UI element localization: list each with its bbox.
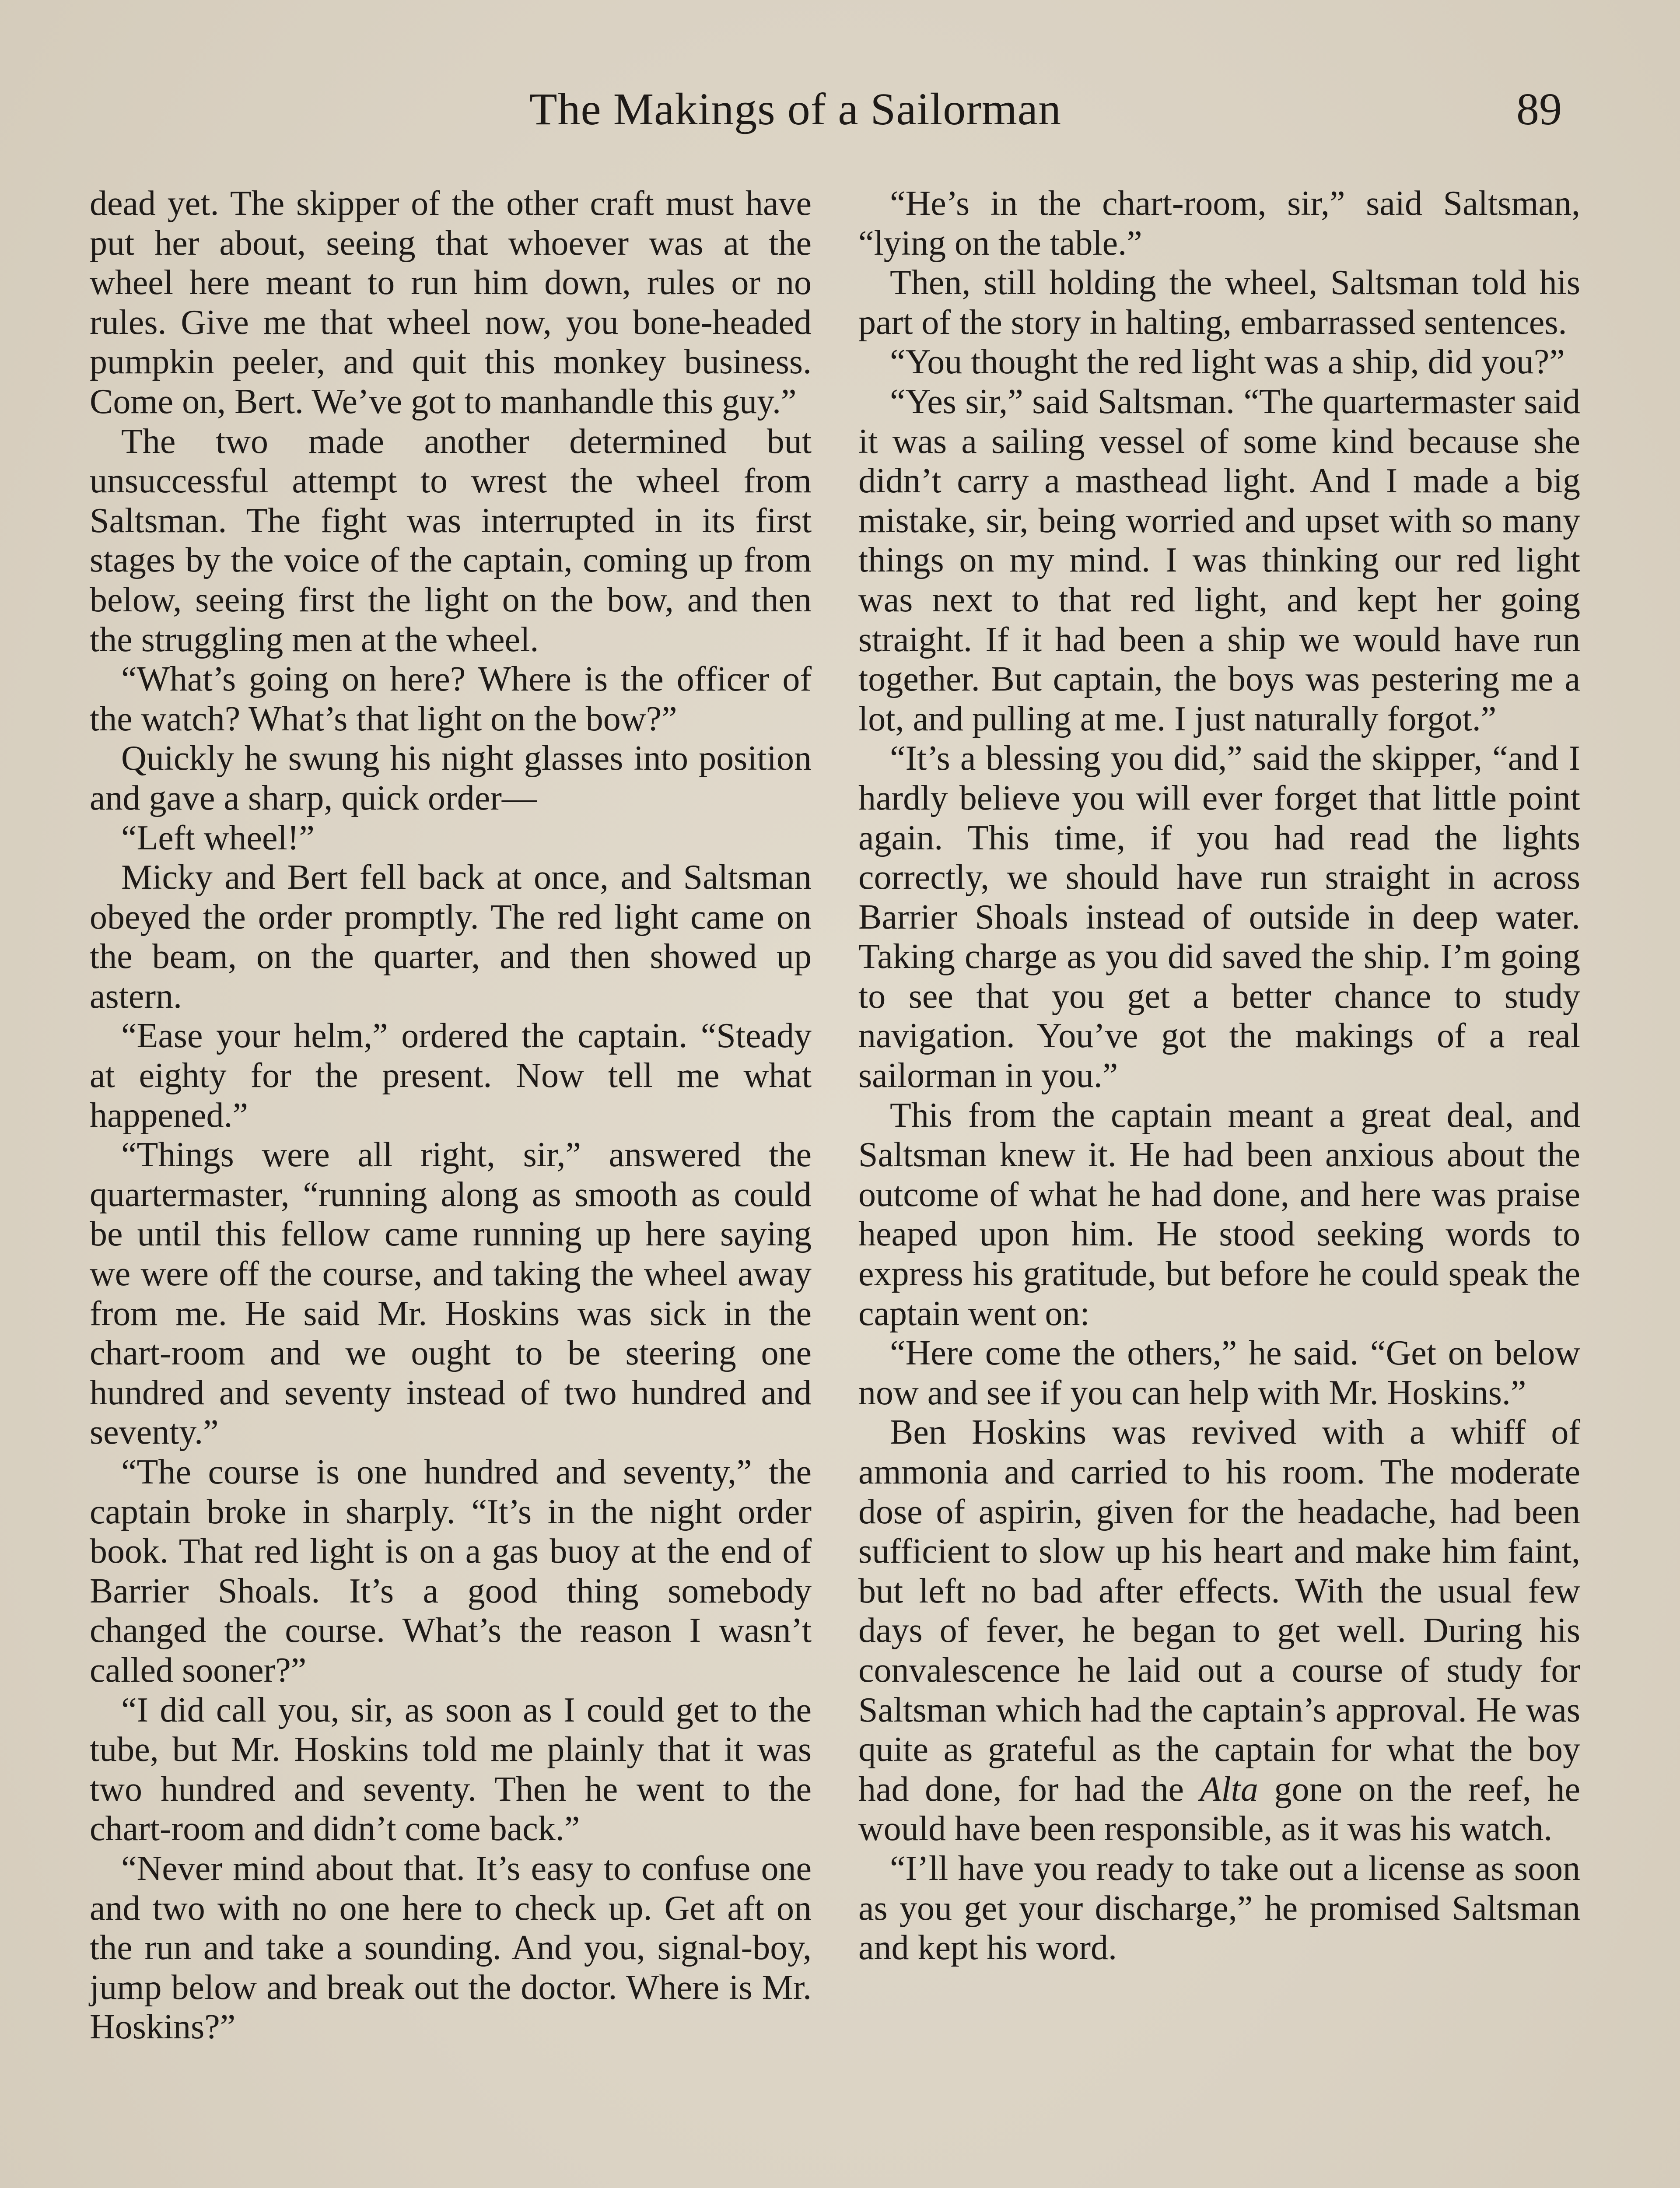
running-header	[0, 79, 1680, 140]
paragraph: “Yes sir,” said Saltsman. “The quartermaster said it was a sailing vessel of some kind because she didn’t carry a masthead light. And I made a big mistake, sir, being worried and upset with so many things on my mind. I was thinking our red light was next to that red light, and kept her going straight. If it had been a ship we would have run together. But captain, the boys was pestering me a lot, and pulling at me. I just naturally forgot.”	[858, 382, 1580, 738]
paragraph	[858, 1413, 1580, 1849]
paragraph: “What’s going on here? Where is the officer of the watch? What’s that light on the bow?”	[90, 660, 812, 738]
paragraph: “Ease your helm,” ordered the captain. “Steady at eighty for the present. Now tell me what happened.”	[90, 1017, 812, 1135]
chapter-title: The Makings of a Sailorman	[529, 84, 1061, 134]
paragraph: “Things were all right, sir,” answered the quartermaster, “running along as smooth as could be until this fellow came running up here saying we were off the course, and taking the wheel away from me. He said Mr. Hoskins was sick in the chart-room and we ought to be steering one hundred and seventy instead of two hundred and seventy.”	[90, 1136, 812, 1452]
paragraph-text: gone on the reef, he would have been responsible, as it was his watch.	[858, 1770, 1580, 1848]
left-column	[90, 184, 812, 2047]
page-number: 89	[1516, 84, 1562, 134]
paragraph: This from the captain meant a great deal, and Saltsman knew it. He had been anxious about the outcome of what he had done, and here was praise heaped upon him. He stood seeking words to express his gratitude, but before he could speak the captain went on:	[858, 1096, 1580, 1333]
paragraph: “It’s a blessing you did,” said the skipper, “and I hardly believe you will ever forget that little point again. This time, if you had read the lights correctly, we should have run straight in across Barrier Shoals instead of outside in deep water. Taking charge as you did saved the ship. I’m going to see that you get a better chance to study navigation. You’ve got the makings of a real sailorman in you.”	[858, 739, 1580, 1095]
paragraph: The two made another determined but unsuccessful attempt to wrest the wheel from Saltsman. The fight was interrupted in its first stages by the voice of the captain, coming up from below, seeing first the light on the bow, and then the struggling men at the wheel.	[90, 422, 812, 659]
paragraph: “I did call you, sir, as soon as I could get to the tube, but Mr. Hoskins told me plainly that it was two hundred and seventy. Then he went to the chart-room and didn’t come back.”	[90, 1690, 812, 1848]
paragraph: “I’ll have you ready to take out a license as soon as you get your discharge,” he promised Saltsman and kept his word.	[858, 1849, 1580, 1967]
paragraph: “You thought the red light was a ship, did you?”	[890, 343, 1565, 382]
paragraph: “Never mind about that. It’s easy to confuse one and two with no one here to check up. Get aft on the run and take a sounding. And you, signal-boy, jump below and break out the doctor. Where is Mr. Hoskins?”	[90, 1849, 812, 2047]
paragraph-text: Ben Hoskins was revived with a whiff of ammonia and carried to his room. The moderate dose of aspirin, given for the headache, had been sufficient to slow up his heart and make him faint, but left no bad after effects. With the usual few days of fever, he began to get well. During his convalescence he laid out a course of study for Saltsman which had the captain’s approval. He was quite as grateful as the captain for what the boy had done, for had the	[858, 1413, 1580, 1809]
paragraph: Then, still holding the wheel, Saltsman told his part of the story in halting, embarrassed sentences.	[858, 263, 1580, 342]
paragraph: “Left wheel!”	[121, 818, 315, 857]
paragraph: Quickly he swung his night glasses into position and gave a sharp, quick order—	[90, 739, 812, 817]
paragraph: “The course is one hundred and seventy,” the captain broke in sharply. “It’s in the night order book. That red light is on a gas buoy at the end of Barrier Shoals. It’s a good thing somebody changed the course. What’s the reason I wasn’t called sooner?”	[90, 1453, 812, 1690]
paragraph: “Here come the others,” he said. “Get on below now and see if you can help with Mr. Hoskins.”	[858, 1334, 1580, 1412]
ship-name: Alta	[1200, 1770, 1258, 1809]
right-column	[858, 184, 1580, 1968]
paragraph: Micky and Bert fell back at once, and Saltsman obeyed the order promptly. The red light came on the beam, on the quarter, and then showed up astern.	[90, 858, 812, 1016]
paragraph: “He’s in the chart-room, sir,” said Saltsman, “lying on the table.”	[858, 184, 1580, 263]
paragraph: dead yet. The skipper of the other craft must have put her about, seeing that whoever was at the wheel here meant to run him down, rules or no rules. Give me that wheel now, you bone-headed pumpkin peeler, and quit this monkey business. Come on, Bert. We’ve got to manhandle this guy.”	[90, 184, 812, 421]
